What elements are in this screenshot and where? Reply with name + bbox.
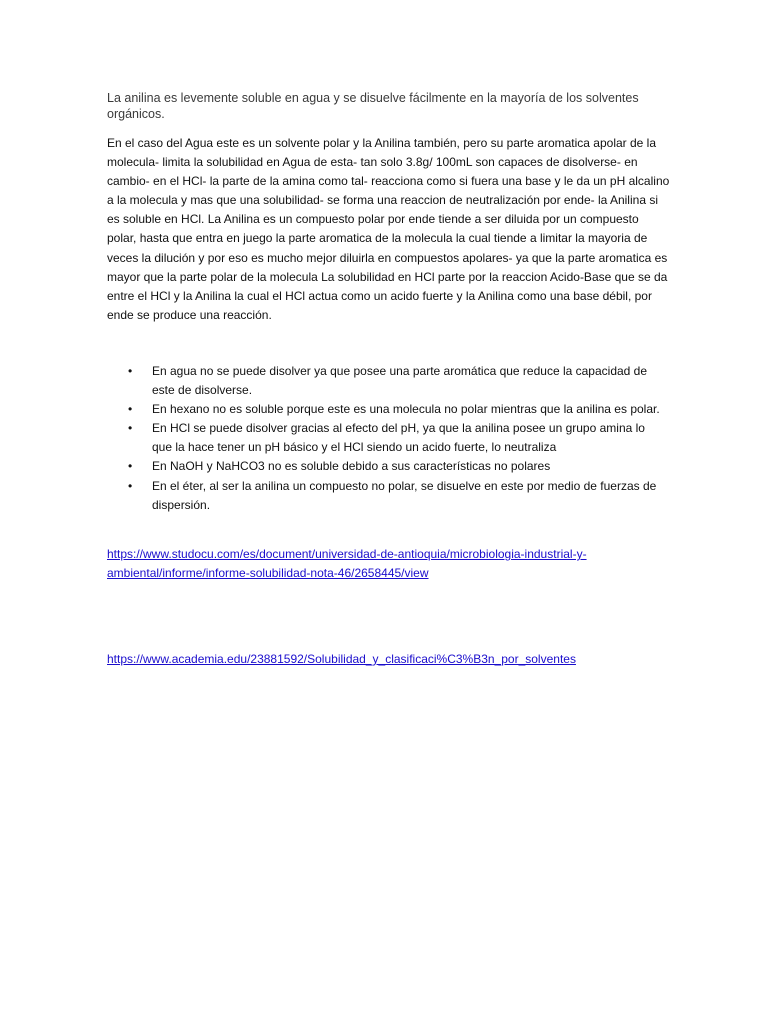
bullet-dot-icon: • bbox=[128, 402, 133, 417]
bullet-dot-icon: • bbox=[128, 459, 133, 474]
bullet-text: En hexano no es soluble porque este es una molecula no polar mientras que la anilina es polar. bbox=[152, 402, 660, 417]
reference-link-academia[interactable]: https://www.academia.edu/23881592/Solubilidad_y_clasificaci%C3%B3n_por_solventes bbox=[107, 652, 576, 666]
bullet-item-naoh bbox=[107, 457, 667, 476]
intro-paragraph: La anilina es levemente soluble en agua y se disuelve fácilmente en la mayoría de los solventes orgánicos. bbox=[107, 91, 639, 121]
bullet-dot-icon: • bbox=[128, 478, 133, 493]
bullet-text: En HCl se puede disolver gracias al efecto del pH, ya que la anilina posee un grupo amina lo que la hace tener un pH básico y el HCl siendo un acido fuerte, lo neutraliza bbox=[152, 421, 645, 455]
body-paragraph: En el caso del Agua este es un solvente polar y la Anilina también, pero su parte aromatica apolar de la molecula- limita la solubilidad en Agua de esta- tan solo 3.8g/ 100mL son capaces de disolverse- en cambio- en el HCl- la parte de la amina como tal- reacciona como si fuera una base y le da un pH alcalino a la molecula y mas que una solubilidad- se forma una reaccion de neutralización por ende- la Anilina si es soluble en HCl. La Anilina es un compuesto polar por ende tiende a ser diluida por un compuesto polar, hasta que entra en juego la parte aromatica de la molecula la cual tiende a limitar la mayoria de veces la dilución y por eso es mucho mejor diluirla en compuestos apolares- ya que la parte aromatica es mayor que la parte polar de la molecula La solubilidad en HCl parte por la reaccion Acido-Base que se da entre el HCl y la Anilina la cual el HCl actua como un acido fuerte y la Anilina como una base débil, por ende se produce una reacción. bbox=[107, 136, 670, 322]
reference-link-studocu[interactable]: https://www.studocu.com/es/document/universidad-de-antioquia/microbiologia-industrial-y-ambiental/informe/informe-solubilidad-nota-46/2658445/view bbox=[107, 547, 587, 581]
bullet-item-hexano bbox=[107, 400, 667, 419]
bullet-item-agua bbox=[107, 362, 667, 400]
bullet-item-hcl bbox=[107, 419, 667, 457]
bullet-dot-icon: • bbox=[128, 364, 133, 378]
bullet-text: En el éter, al ser la anilina un compuesto no polar, se disuelve en este por medio de fuerzas de dispersión. bbox=[152, 478, 657, 512]
bullet-dot-icon: • bbox=[128, 421, 133, 436]
bullet-text: En agua no se puede disolver ya que posee una parte aromática que reduce la capacidad de este de disolverse. bbox=[152, 364, 648, 398]
bullet-text: En NaOH y NaHCO3 no es soluble debido a sus características no polares bbox=[152, 459, 551, 474]
bullet-list bbox=[107, 362, 667, 515]
bullet-item-eter bbox=[107, 477, 667, 515]
